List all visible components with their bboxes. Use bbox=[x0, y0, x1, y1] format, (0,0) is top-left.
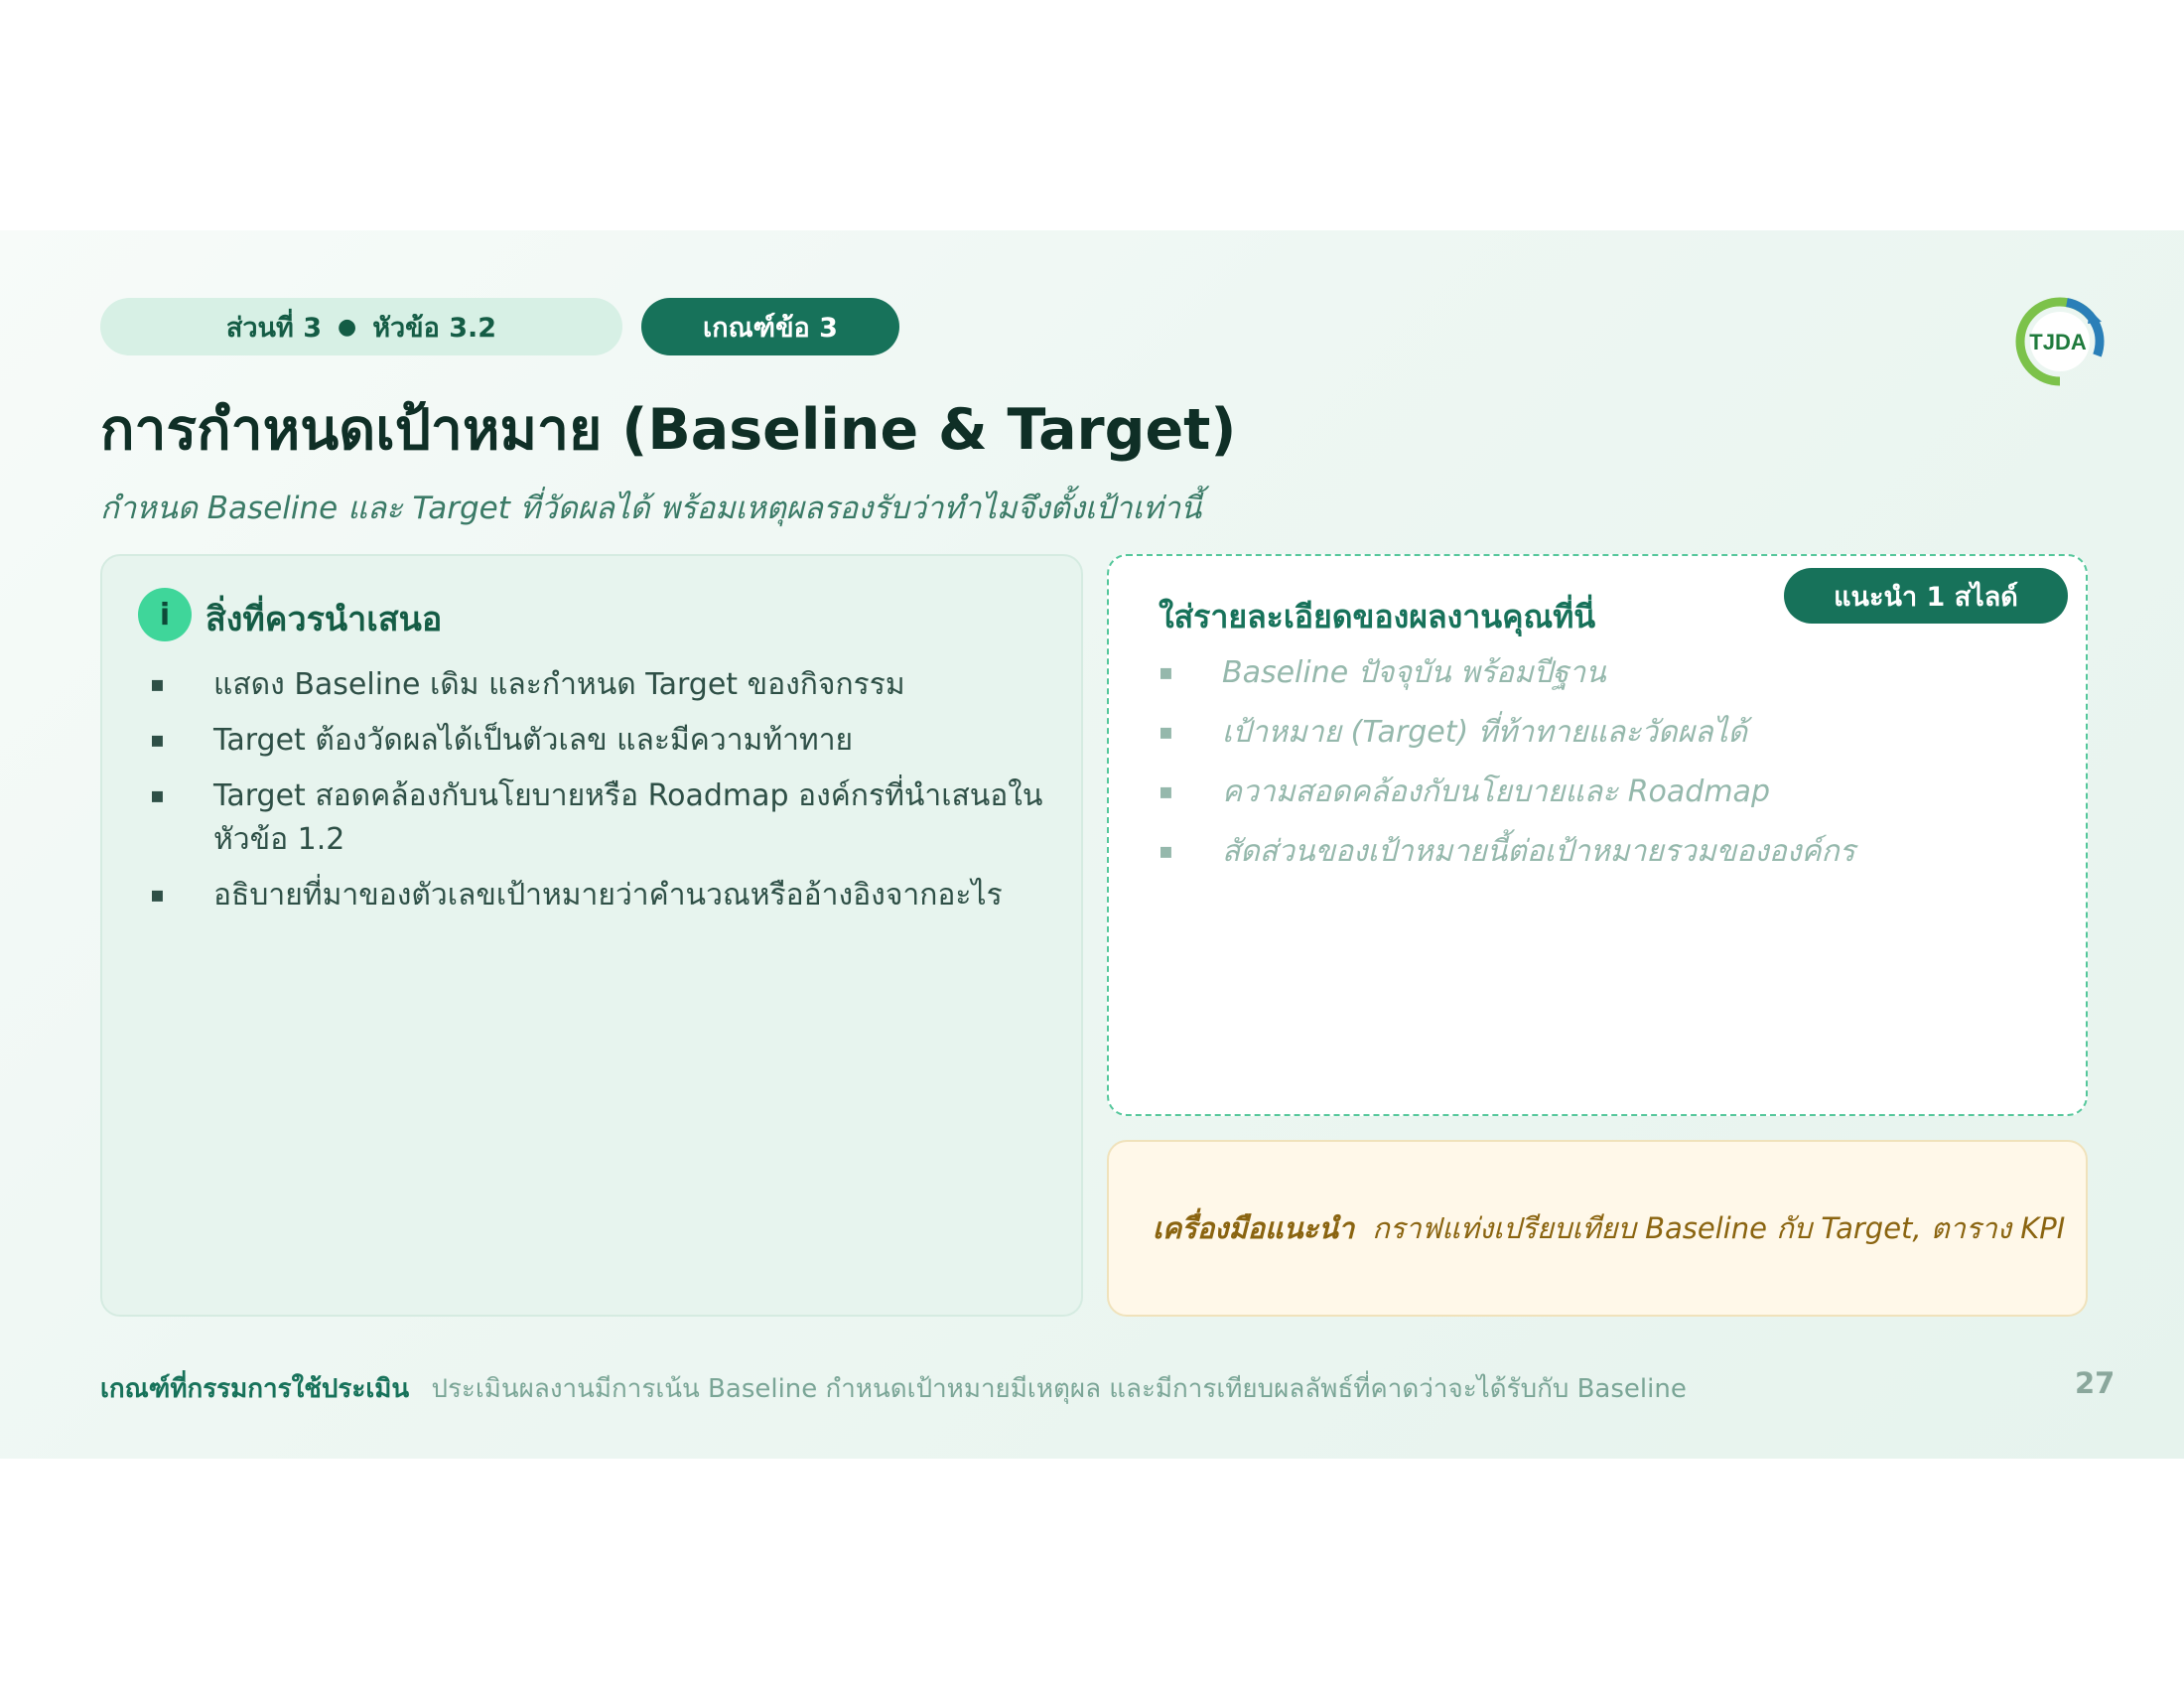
section-pill bbox=[100, 298, 622, 355]
square-bullet-icon: ▪ bbox=[150, 783, 165, 808]
page-title: การกำหนดเป้าหมาย (Baseline & Target) bbox=[100, 397, 1237, 463]
recommend-badge bbox=[1784, 568, 2068, 624]
placeholder-list bbox=[1159, 651, 2052, 890]
placeholder-item bbox=[1159, 651, 2052, 695]
square-bullet-icon: ▪ bbox=[1159, 720, 1173, 745]
guidance-item-text: แสดง Baseline เดิม และกำหนด Target ของกิจกรรม bbox=[213, 667, 905, 702]
guidance-panel bbox=[100, 554, 1083, 1317]
tools-text: กราฟแท่งเปรียบเทียบ Baseline กับ Target, ตาราง KPI bbox=[1372, 1211, 2066, 1245]
square-bullet-icon: ▪ bbox=[1159, 779, 1173, 804]
placeholder-item-text: สัดส่วนของเป้าหมายนี้ต่อเป้าหมายรวมขององค์กร bbox=[1222, 834, 1855, 869]
placeholder-item-text: Baseline ปัจจุบัน พร้อมปีฐาน bbox=[1222, 655, 1606, 690]
guidance-item bbox=[150, 719, 1043, 763]
guidance-list bbox=[150, 663, 1043, 929]
placeholder-item-text: เป้าหมาย (Target) ที่ท้าทายและวัดผลได้ bbox=[1222, 715, 1748, 750]
recommend-badge-label: แนะนำ 1 สไลด์ bbox=[1834, 581, 2018, 613]
evaluation-criteria-footer bbox=[100, 1368, 1687, 1409]
recommended-tools-box bbox=[1107, 1140, 2088, 1317]
guidance-item-text: Target สอดคล้องกับนโยบายหรือ Roadmap องค์กรที่นำเสนอในหัวข้อ 1.2 bbox=[213, 778, 1043, 857]
placeholder-item bbox=[1159, 711, 2052, 755]
placeholder-heading: ใส่รายละเอียดของผลงานคุณที่นี่ bbox=[1159, 598, 1596, 635]
info-icon: i bbox=[138, 588, 192, 641]
guidance-item-text: อธิบายที่มาของตัวเลขเป้าหมายว่าคำนวณหรืออ้างอิงจากอะไร bbox=[213, 878, 1003, 913]
content-placeholder-panel[interactable] bbox=[1107, 554, 2088, 1116]
topic-label: หัวข้อ 3.2 bbox=[372, 312, 497, 344]
criteria-pill bbox=[641, 298, 899, 355]
guidance-item bbox=[150, 774, 1043, 862]
criteria-label: เกณฑ์ข้อ 3 bbox=[703, 312, 838, 344]
section-label: ส่วนที่ 3 bbox=[225, 312, 322, 344]
guidance-item bbox=[150, 874, 1043, 917]
separator-dot: ● bbox=[338, 314, 357, 340]
square-bullet-icon: ▪ bbox=[1159, 839, 1173, 864]
placeholder-item bbox=[1159, 830, 2052, 874]
footer-label: เกณฑ์ที่กรรมการใช้ประเมิน bbox=[100, 1374, 410, 1404]
square-bullet-icon: ▪ bbox=[1159, 660, 1173, 685]
slide bbox=[0, 230, 2184, 1459]
square-bullet-icon: ▪ bbox=[150, 672, 165, 697]
tjda-logo bbox=[2010, 292, 2110, 391]
footer-text: ประเมินผลงานมีการเน้น Baseline กำหนดเป้าหมายมีเหตุผล และมีการเทียบผลลัพธ์ที่คาดว่าจะได้รับกับ Baseline bbox=[431, 1374, 1687, 1404]
square-bullet-icon: ▪ bbox=[150, 883, 165, 908]
placeholder-item-text: ความสอดคล้องกับนโยบายและ Roadmap bbox=[1222, 774, 1770, 809]
guidance-heading: สิ่งที่ควรนำเสนอ bbox=[205, 600, 443, 639]
square-bullet-icon: ▪ bbox=[150, 728, 165, 753]
page-subtitle: กำหนด Baseline และ Target ที่วัดผลได้ พร้อมเหตุผลรองรับว่าทำไมจึงตั้งเป้าเท่านี้ bbox=[100, 491, 1202, 526]
placeholder-item bbox=[1159, 771, 2052, 814]
logo-text: TJDA bbox=[2029, 330, 2087, 354]
guidance-item bbox=[150, 663, 1043, 707]
page-number: 27 bbox=[2075, 1366, 2116, 1400]
guidance-item-text: Target ต้องวัดผลได้เป็นตัวเลข และมีความท้าทาย bbox=[213, 723, 854, 758]
tools-label: เครื่องมือแนะนำ bbox=[1153, 1211, 1355, 1245]
